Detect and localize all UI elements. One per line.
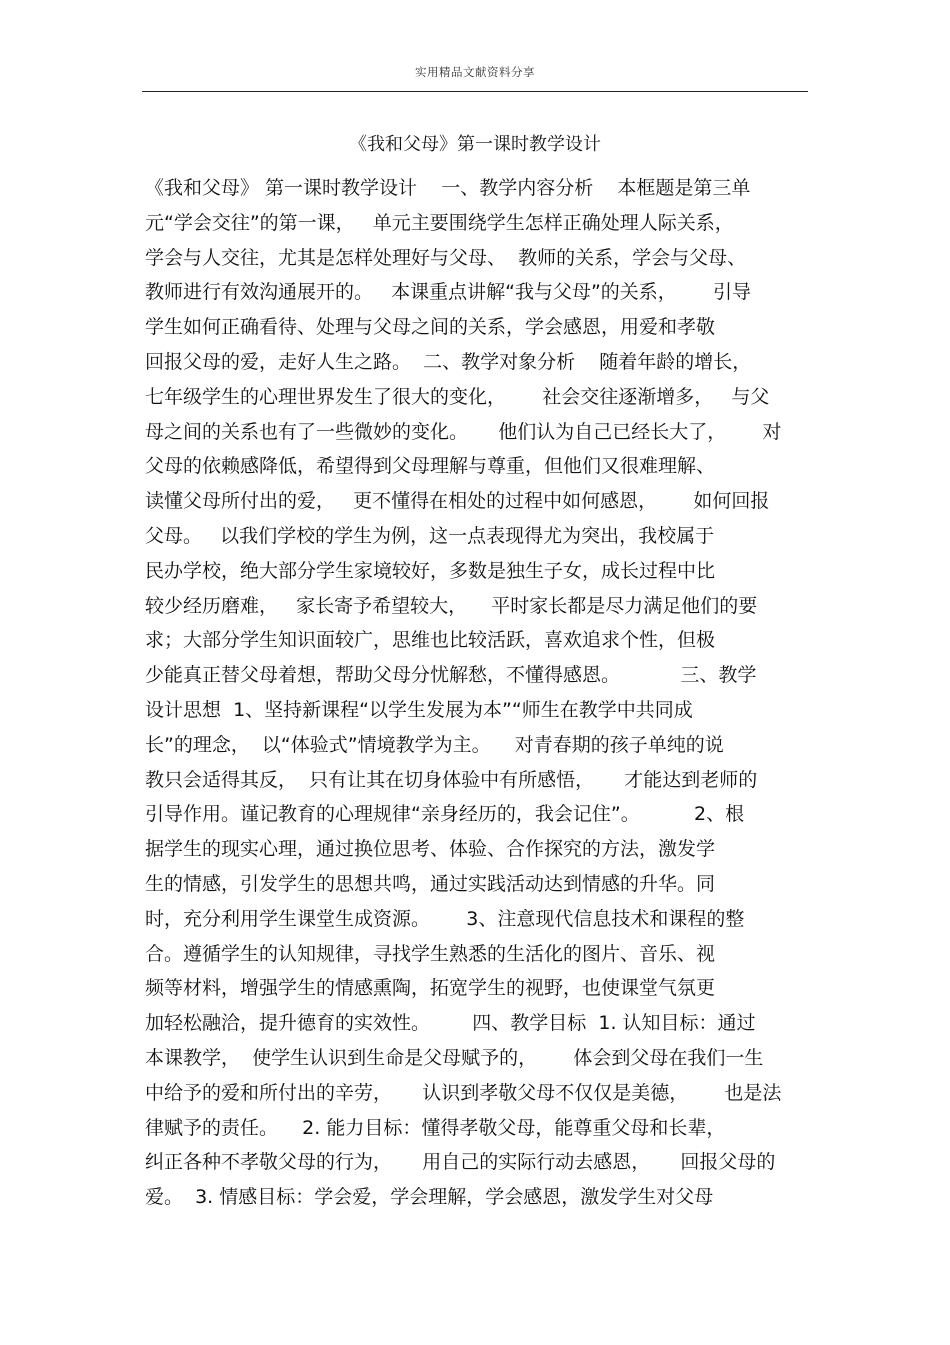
body-text-line: 少能真正替父母着想，帮助父母分忧解愁，不懂得感恩。 三、教学 — [145, 664, 757, 687]
body-text-line: 引导作用。谨记教育的心理规律“亲身经历的，我会记住”。 2、根 — [145, 803, 745, 826]
body-text-line: 读懂父母所付出的爱， 更不懂得在相处的过程中如何感恩， 如何回报 — [145, 490, 770, 513]
body-text-line: 长”的理念， 以“体验式”情境教学为主。 对青春期的孩子单纯的说 — [145, 733, 724, 756]
body-text-line: 《我和父母》 第一课时教学设计 一、教学内容分析 本框题是第三单 — [145, 177, 751, 199]
body-text-line: 本课教学， 使学生认识到生命是父母赋予的， 体会到父母在我们一生 — [145, 1046, 764, 1069]
body-text-line: 据学生的现实心理，通过换位思考、体验、合作探究的方法，激发学 — [145, 838, 716, 861]
body-text-line: 父母。 以我们学校的学生为例，这一点表现得尤为突出，我校属于 — [145, 524, 715, 547]
body-text-line: 律赋予的责任。 2. 能力目标：懂得孝敬父母，能尊重父母和长辈， — [145, 1116, 726, 1139]
body-text-line: 回报父母的爱，走好人生之路。 二、教学对象分析 随着年龄的增长， — [145, 350, 752, 373]
body-text-line: 设计思想 1、坚持新课程“以学生发展为本”“师生在教学中共同成 — [145, 698, 693, 721]
body-text-line: 学会与人交往，尤其是怎样处理好与父母、 教师的关系，学会与父母、 — [145, 246, 747, 269]
body-text-line: 合。遵循学生的认知规律，寻找学生熟悉的生活化的图片、音乐、视 — [145, 942, 716, 965]
body-text-line: 七年级学生的心理世界发生了很大的变化， 社会交往逐渐增多， 与父 — [145, 385, 770, 408]
body-text-line: 生的情感，引发学生的思想共鸣，通过实践活动达到情感的升华。同 — [145, 872, 716, 895]
body-text-line: 民办学校，绝大部分学生家境较好，多数是独生子女，成长过程中比 — [145, 559, 716, 582]
body-text-line: 学生如何正确看待、处理与父母之间的关系，学会感恩，用爱和孝敬 — [145, 316, 716, 339]
running-header: 实用精品文献资料分享 — [415, 65, 535, 79]
body-text-line: 纠正各种不孝敬父母的行为， 用自己的实际行动去感恩， 回报父母的 — [145, 1151, 776, 1174]
document-title: 《我和父母》第一课时教学设计 — [349, 134, 601, 155]
document-body — [145, 171, 825, 1215]
body-text-line: 母之间的关系也有了一些微妙的变化。 他们认为自己已经长大了， 对 — [145, 420, 782, 443]
body-text-line: 时，充分利用学生课堂生成资源。 3、注意现代信息技术和课程的整 — [145, 907, 745, 930]
body-text-line: 教师进行有效沟通展开的。 本课重点讲解“我与父母”的关系， 引导 — [145, 281, 752, 304]
body-text-line: 加轻松融洽，提升德育的实效性。 四、教学目标 1. 认知目标：通过 — [145, 1012, 756, 1035]
body-text-line: 中给予的爱和所付出的辛劳， 认识到孝敬父母不仅仅是美德， 也是法 — [145, 1081, 782, 1104]
body-text-line: 教只会适得其反， 只有让其在切身体验中有所感悟， 才能达到老师的 — [145, 768, 758, 791]
header-divider — [142, 91, 808, 92]
body-text-line: 较少经历磨难， 家长寄予希望较大， 平时家长都是尽力满足他们的要 — [145, 594, 758, 617]
body-text-line: 爱。 3. 情感目标：学会爱，学会理解，学会感恩，激发学生对父母 — [145, 1186, 714, 1209]
body-text-line: 元“学会交往”的第一课， 单元主要围绕学生怎样正确处理人际关系， — [145, 211, 734, 234]
body-text-line: 求；大部分学生知识面较广，思维也比较活跃，喜欢追求个性，但极 — [145, 629, 716, 652]
body-text-line: 父母的依赖感降低，希望得到父母理解与尊重，但他们又很难理解、 — [145, 455, 716, 478]
body-text-line: 频等材料，增强学生的情感熏陶，拓宽学生的视野，也使课堂气氛更 — [145, 977, 716, 1000]
